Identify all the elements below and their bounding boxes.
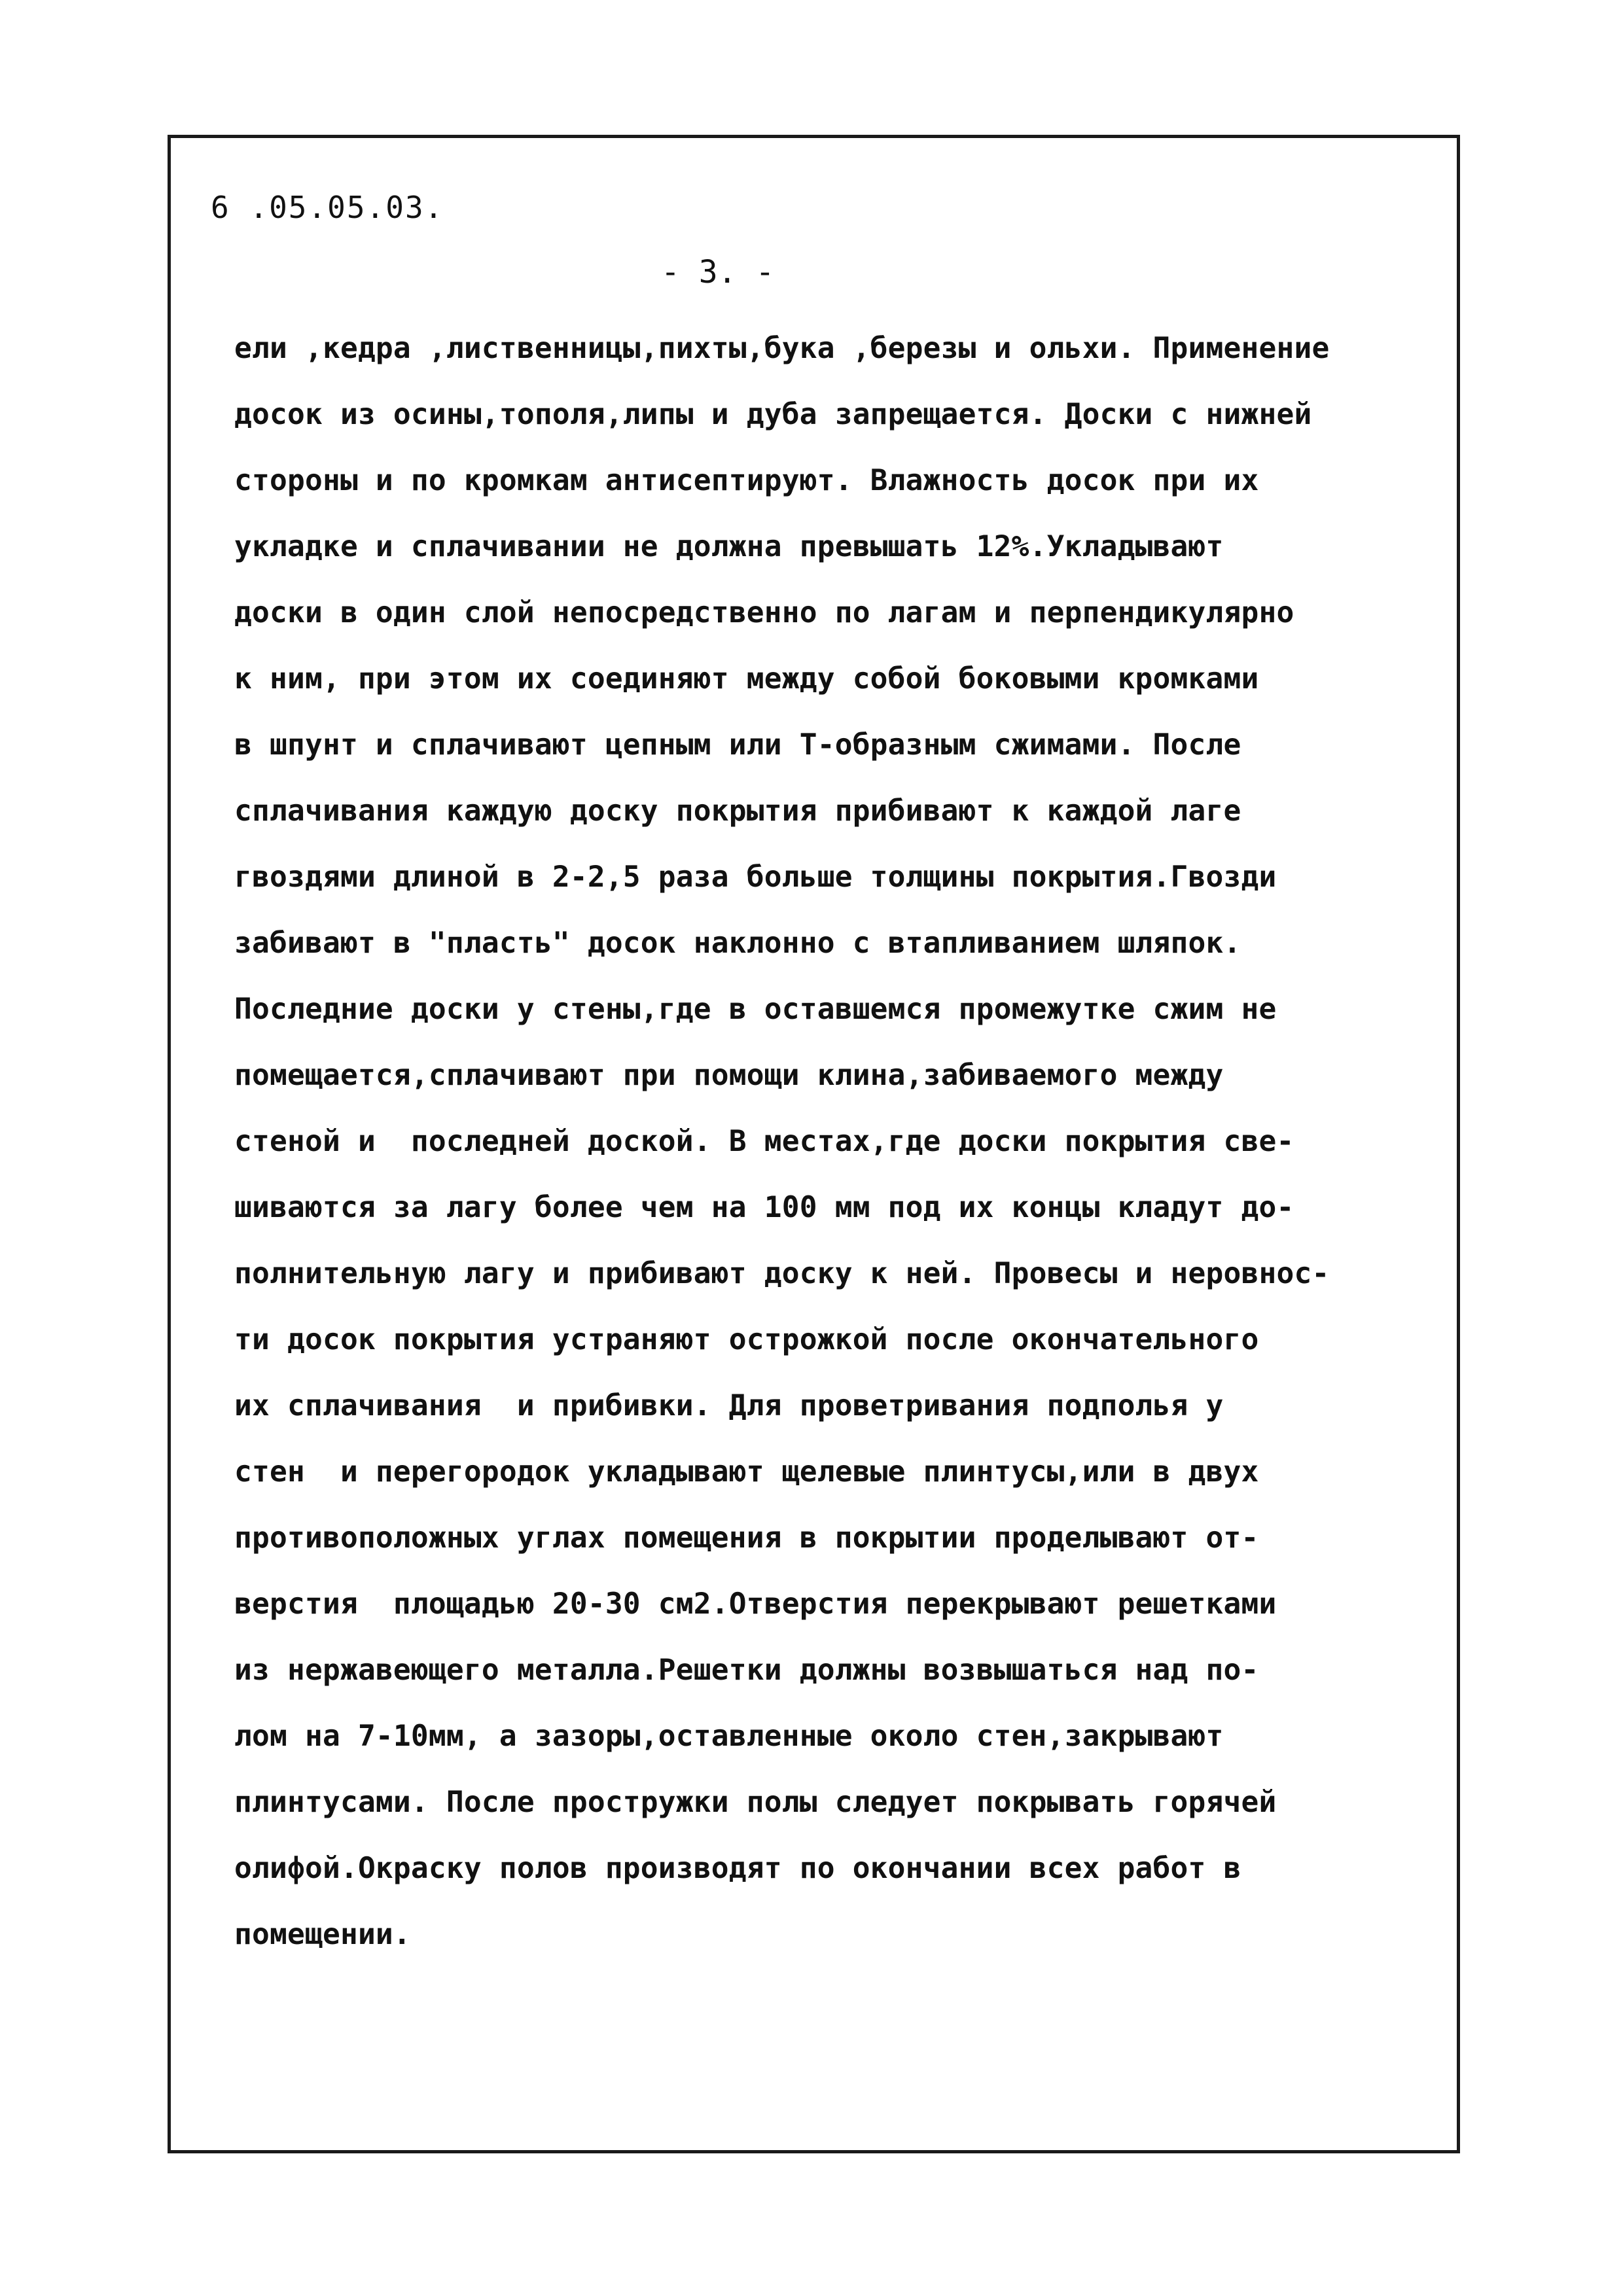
text-line: сплачивания каждую доску покрытия прибивают к каждой лаге [234,794,1241,828]
text-line: шиваются за лагу более чем на 100 мм под их концы кладут до- [234,1191,1294,1224]
text-line: их сплачивания и прибивки. Для проветривания подполья у [234,1389,1224,1422]
text-line: Последние доски у стены,где в оставшемся промежутке сжим не [234,993,1277,1026]
text-line: плинтусами. После простружки полы следует покрывать горячей [234,1786,1277,1819]
text-line: гвоздями длиной в 2-2,5 раза больше толщины покрытия.Гвозди [234,860,1277,894]
text-line: помещается,сплачивают при помощи клина,забиваемого между [234,1059,1224,1092]
page-number: - 3. - [661,254,775,291]
text-line: досок из осины,тополя,липы и дуба запрещается. Доски с нижней [234,398,1312,431]
text-line: стен и перегородок укладывают щелевые плинтусы,или в двух [234,1455,1259,1489]
text-line: олифой.Окраску полов производят по окончании всех работ в [234,1852,1241,1885]
text-line: ели ,кедра ,лиственницы,пихты,бука ,березы и ольхи. Применение [234,332,1330,365]
text-line: лом на 7-10мм, а зазоры,оставленные около стен,закрывают [234,1720,1224,1753]
text-line: доски в один слой непосредственно по лагам и перпендикулярно [234,596,1294,629]
body-text [234,315,1445,1968]
text-line: в шпунт и сплачивают цепным или Т-образным сжимами. После [234,728,1241,762]
text-line: из нержавеющего металла.Решетки должны возвышаться над по- [234,1653,1259,1687]
text-line: укладке и сплачивании не должна превышать 12%.Укладывают [234,530,1224,563]
text-line: стороны и по кромкам антисептируют. Влажность досок при их [234,464,1259,497]
text-line: ти досок покрытия устраняют острожкой после окончательного [234,1323,1259,1356]
text-line: верстия площадью 20-30 см2.Отверстия перекрывают решетками [234,1587,1277,1621]
text-line: стеной и последней доской. В местах,где доски покрытия све- [234,1125,1294,1158]
text-line: к ним, при этом их соединяют между собой боковыми кромками [234,662,1259,696]
text-line: полнительную лагу и прибивают доску к ней. Провесы и неровнос- [234,1257,1330,1290]
document-code: 6 .05.05.03. [211,190,444,225]
text-line: забивают в "пласть" досок наклонно с втапливанием шляпок. [234,927,1241,960]
text-line: противоположных углах помещения в покрытии проделывают от- [234,1521,1259,1555]
text-line: помещении. [234,1918,411,1951]
